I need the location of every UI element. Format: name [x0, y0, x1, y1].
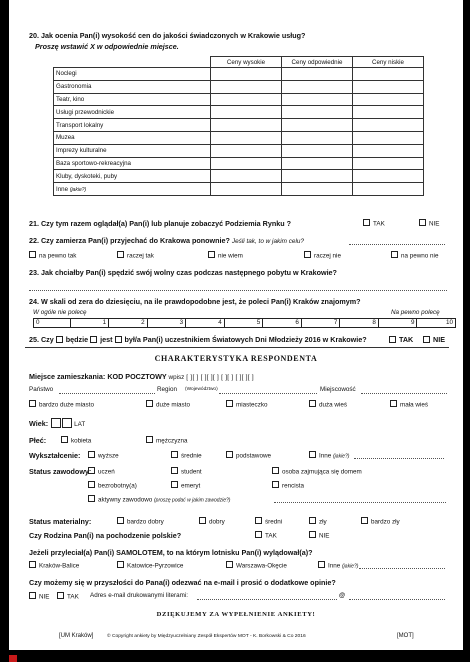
- q22-opt-label: na pewno tak: [39, 252, 77, 260]
- checkbox[interactable]: [272, 467, 279, 474]
- emp-label: osoba zajmująca się domem: [282, 468, 362, 476]
- cell[interactable]: [353, 144, 424, 157]
- cell[interactable]: [282, 157, 353, 170]
- cell[interactable]: [353, 170, 424, 183]
- plane-label: Jeżeli przyleciał(a) Pan(i) SAMOLOTEM, to na którym lotnisku Pan(i) wylądował(a)?: [29, 548, 313, 557]
- place-type-1[interactable]: [146, 400, 190, 409]
- origin-label: Czy Rodzina Pan(i) na pochodzenie polskie?: [29, 531, 182, 540]
- place-type-label: mała wieś: [400, 401, 428, 409]
- age-digit-2[interactable]: [62, 418, 72, 428]
- checkbox[interactable]: [304, 251, 311, 258]
- place-type-0[interactable]: [29, 400, 94, 409]
- airport-2[interactable]: [226, 561, 287, 570]
- q22-opt-4[interactable]: [391, 251, 438, 260]
- emp-label: bezrobotny(a): [98, 482, 137, 490]
- region-label: Region: [157, 386, 177, 393]
- cell[interactable]: [282, 68, 353, 81]
- cell[interactable]: [353, 93, 424, 106]
- checkbox[interactable]: [419, 219, 426, 226]
- q22-opt-label: na pewno nie: [401, 252, 439, 260]
- checkbox[interactable]: [199, 517, 206, 524]
- region-hint: (Województwo): [185, 387, 218, 392]
- q23-answer-line[interactable]: [29, 290, 447, 291]
- row-label: Gastronomia: [54, 80, 211, 93]
- origin-yes-label: TAK: [265, 532, 277, 540]
- q25-rest: był/a Pan(i) uczestnikiem Światowych Dni Młodzieży 2016 w Krakowie?: [124, 335, 367, 344]
- place-type-label: duża wieś: [319, 401, 348, 409]
- cell[interactable]: [211, 131, 282, 144]
- q21-yes-label: TAK: [373, 220, 385, 228]
- sex-option-label: mężczyzna: [156, 437, 188, 445]
- emp-2[interactable]: [272, 467, 362, 476]
- section-title: CHARAKTERYSTYKA RESPONDENTA: [154, 354, 318, 363]
- q22-opt-label: raczej tak: [127, 252, 154, 260]
- header-ok: Ceny odpowiednie: [282, 57, 353, 68]
- row-label: Transport lokalny: [54, 119, 211, 132]
- checkbox[interactable]: [318, 561, 325, 568]
- place-type-label: miasteczko: [236, 401, 268, 409]
- scale-cell[interactable]: 9: [378, 319, 417, 327]
- q25-yes-label: TAK: [399, 335, 414, 344]
- mat-2[interactable]: [255, 517, 282, 526]
- emp-6[interactable]: [88, 495, 230, 504]
- q20-title: 20. Jak ocenia Pan(i) wysokość cen do jakości świadczonych w Krakowie usług?: [29, 31, 306, 40]
- cell[interactable]: [211, 119, 282, 132]
- checkbox[interactable]: [361, 517, 368, 524]
- airport-1[interactable]: [117, 561, 183, 570]
- email-no[interactable]: [29, 592, 50, 601]
- table-row: [54, 157, 424, 170]
- checkbox[interactable]: [255, 517, 262, 524]
- checkbox[interactable]: [117, 517, 124, 524]
- place-type-2[interactable]: [226, 400, 268, 409]
- cell[interactable]: [353, 131, 424, 144]
- checkbox[interactable]: [309, 451, 316, 458]
- town-label: Miejscowość: [320, 386, 356, 393]
- table-row: [54, 80, 424, 93]
- other-hint: (jakie?): [69, 186, 87, 193]
- header-low: Ceny niskie: [353, 57, 424, 68]
- table-row: [54, 170, 424, 183]
- checkbox[interactable]: [88, 467, 95, 474]
- airport-3[interactable]: [318, 561, 358, 570]
- table-row: [54, 93, 424, 106]
- q22-opt-2[interactable]: [208, 251, 243, 260]
- row-label: Usługi przewodnickie: [54, 106, 211, 119]
- cell[interactable]: [211, 106, 282, 119]
- checkbox[interactable]: [117, 561, 124, 568]
- cell[interactable]: [211, 144, 282, 157]
- checkbox[interactable]: [255, 531, 262, 538]
- email-at: @: [339, 592, 346, 599]
- cell[interactable]: [211, 68, 282, 81]
- age-label: Wiek:: [29, 419, 49, 428]
- mat-0[interactable]: [117, 517, 164, 526]
- emp-label: uczeń: [98, 468, 115, 476]
- questionnaire-page: [9, 0, 463, 650]
- mat-1[interactable]: [199, 517, 225, 526]
- postal-hint: wpisz: [168, 374, 185, 381]
- q24-low-label: W ogóle nie polecę: [33, 309, 87, 316]
- origin-yes[interactable]: [255, 531, 277, 540]
- q21-no[interactable]: [419, 219, 440, 228]
- other-label: Inne: [56, 185, 69, 193]
- scale-cell[interactable]: 7: [301, 319, 340, 327]
- checkbox[interactable]: [171, 467, 178, 474]
- q25-opt3-checkbox[interactable]: [115, 336, 122, 343]
- q25-opt1-checkbox[interactable]: [56, 336, 63, 343]
- checkbox[interactable]: [363, 219, 370, 226]
- checkbox[interactable]: [226, 561, 233, 568]
- checkbox[interactable]: [146, 400, 153, 407]
- q21-text: 21. Czy tym razem oglądał(a) Pan(i) lub planuje zobaczyć Podziemia Rynku ?: [29, 219, 292, 228]
- education-label: Wykształcenie:: [29, 451, 81, 460]
- cell[interactable]: [353, 157, 424, 170]
- postal-label: KOD POCZTOWY: [107, 372, 167, 381]
- row-label: Baza sportowo-rekreacyjna: [54, 157, 211, 170]
- airport-label: Warszawa-Okęcie: [236, 562, 287, 570]
- mat-label: dobry: [209, 518, 225, 526]
- emp-label: rencista: [282, 482, 305, 490]
- header-high: Ceny wysokie: [211, 57, 282, 68]
- town-field[interactable]: [361, 393, 447, 394]
- checkbox[interactable]: [88, 495, 95, 502]
- origin-no-label: NIE: [319, 532, 330, 540]
- edu-3[interactable]: [309, 451, 349, 460]
- scale-cell[interactable]: 6: [262, 319, 301, 327]
- edu-label: średnie: [181, 452, 202, 460]
- q24-scale: [33, 318, 456, 328]
- mat-label: bardzo dobry: [127, 518, 164, 526]
- cell[interactable]: [211, 170, 282, 183]
- scale-cell[interactable]: 5: [224, 319, 263, 327]
- checkbox[interactable]: [272, 481, 279, 488]
- checkbox[interactable]: [389, 336, 396, 343]
- table-row: [54, 106, 424, 119]
- q22-text: [29, 236, 304, 245]
- postal-code-field[interactable]: [ ][ ] [ ][ ][ ] [ ][ ] [ ][ ][ ]: [186, 374, 254, 381]
- q25-no[interactable]: [423, 335, 445, 344]
- cell[interactable]: [353, 106, 424, 119]
- emp-1[interactable]: [171, 467, 202, 476]
- q25-text: [29, 335, 367, 344]
- row-label: Kluby, dyskoteki, puby: [54, 170, 211, 183]
- cell[interactable]: [353, 119, 424, 132]
- age-unit: LAT: [74, 421, 86, 428]
- sex-option-label: kobieta: [71, 437, 92, 445]
- email-prompt: Adres e-mail drukowanymi literami:: [90, 592, 188, 599]
- q22-opt-label: raczej nie: [314, 252, 341, 260]
- q22-answer-line[interactable]: [349, 244, 445, 245]
- footer-center: © Copyright ankiety by Międzyuczelniany Zespół Ekspertów MOT - K. Borkowski & Co 2016: [107, 634, 306, 639]
- edu-2[interactable]: [226, 451, 271, 460]
- email-user-field[interactable]: [197, 599, 337, 600]
- scale-cell[interactable]: 10: [416, 319, 455, 327]
- checkbox[interactable]: [226, 451, 233, 458]
- scale-cell[interactable]: 4: [185, 319, 224, 327]
- region-field[interactable]: [219, 393, 317, 394]
- mat-label: zły: [319, 518, 327, 526]
- cell[interactable]: [353, 80, 424, 93]
- checkbox[interactable]: [61, 436, 68, 443]
- q25-no-label: NIE: [433, 335, 445, 344]
- table-corner: [54, 57, 211, 68]
- cell[interactable]: [282, 131, 353, 144]
- checkbox[interactable]: [391, 251, 398, 258]
- scale-cell[interactable]: 1: [70, 319, 109, 327]
- edu-label: wyższe: [98, 452, 119, 460]
- table-row: [54, 183, 424, 196]
- checkbox[interactable]: [29, 592, 36, 599]
- q24-text: 24. W skali od zera do dziesięciu, na ile prawdopodobne jest, że poleci Pan(i) Kraków znajomym?: [29, 297, 361, 306]
- edu-label: podstawowe: [236, 452, 272, 460]
- divider: [25, 347, 449, 348]
- cell[interactable]: [282, 119, 353, 132]
- q25-opt2-checkbox[interactable]: [90, 336, 97, 343]
- cell[interactable]: [211, 80, 282, 93]
- emp-label: aktywny zawodowo: [98, 496, 153, 504]
- q22-opt-1[interactable]: [117, 251, 154, 260]
- airport-hint: (jakie?): [342, 563, 359, 570]
- q20-instruction: Proszę wstawić X w odpowiednie miejsce.: [35, 42, 179, 51]
- q24-high-label: Na pewno polecę: [391, 309, 440, 316]
- q25-opt1-label: będzie: [65, 335, 89, 344]
- email-domain-field[interactable]: [349, 599, 445, 600]
- q20-table: [53, 56, 424, 196]
- emp-3[interactable]: [88, 481, 137, 490]
- thanks-text: DZIĘKUJEMY ZA WYPEŁNIENIE ANKIETY!: [156, 611, 316, 618]
- row-label: Noclegi: [54, 68, 211, 81]
- checkbox[interactable]: [88, 481, 95, 488]
- emp-0[interactable]: [88, 467, 115, 476]
- q22-opt-label: nie wiem: [218, 252, 243, 260]
- sex-male[interactable]: [146, 436, 188, 445]
- emp-job-field[interactable]: [274, 502, 446, 503]
- edu-hint: (jakie?): [333, 453, 350, 460]
- airport-label: Kraków-Balice: [39, 562, 80, 570]
- cell[interactable]: [282, 144, 353, 157]
- q22-opt-0[interactable]: [29, 251, 76, 260]
- footer-right: [MOT]: [397, 633, 414, 639]
- origin-no[interactable]: [309, 531, 330, 540]
- checkbox[interactable]: [146, 436, 153, 443]
- mat-label: bardzo zły: [371, 518, 400, 526]
- scale-cell[interactable]: 2: [108, 319, 147, 327]
- emp-hint: (proszę podać w jakim zawodzie?): [154, 497, 231, 504]
- table-row: [54, 119, 424, 132]
- sex-female[interactable]: [61, 436, 91, 445]
- mat-4[interactable]: [361, 517, 400, 526]
- checkbox[interactable]: [88, 451, 95, 458]
- checkbox[interactable]: [117, 251, 124, 258]
- airport-label: Katowice-Pyrzowice: [127, 562, 184, 570]
- table-row: [54, 131, 424, 144]
- q22-hint: Jeśli tak, to w jakim celu?: [231, 238, 305, 245]
- footer-left: [UM Kraków]: [59, 633, 94, 639]
- cell[interactable]: [211, 93, 282, 106]
- edu-0[interactable]: [88, 451, 119, 460]
- q21-yes[interactable]: [363, 219, 385, 228]
- cell[interactable]: [211, 157, 282, 170]
- cell[interactable]: [282, 170, 353, 183]
- table-row: [54, 68, 424, 81]
- checkbox[interactable]: [309, 531, 316, 538]
- material-label: Status materialny:: [29, 517, 92, 526]
- checkbox[interactable]: [423, 336, 430, 343]
- emp-label: emeryt: [181, 482, 201, 490]
- cell[interactable]: [353, 183, 424, 196]
- edu-label: Inne: [319, 452, 332, 460]
- checkbox[interactable]: [309, 517, 316, 524]
- row-label: Muzea: [54, 131, 211, 144]
- cell[interactable]: [353, 68, 424, 81]
- checkbox[interactable]: [171, 481, 178, 488]
- row-label-other[interactable]: [54, 183, 211, 196]
- sex-label: Płeć:: [29, 436, 47, 445]
- employment-label: Status zawodowy:: [29, 467, 92, 476]
- age-row: [29, 418, 85, 428]
- emp-5[interactable]: [272, 481, 304, 490]
- place-type-4[interactable]: [390, 400, 428, 409]
- cell[interactable]: [211, 183, 282, 196]
- mat-label: średni: [265, 518, 283, 526]
- place-type-label: bardzo duże miasto: [39, 401, 94, 409]
- cell[interactable]: [282, 183, 353, 196]
- checkbox[interactable]: [29, 400, 36, 407]
- row-label: Teatr, kino: [54, 93, 211, 106]
- checkbox[interactable]: [208, 251, 215, 258]
- checkbox[interactable]: [171, 451, 178, 458]
- mat-3[interactable]: [309, 517, 327, 526]
- emp-label: student: [181, 468, 202, 476]
- checkbox[interactable]: [309, 400, 316, 407]
- scale-cell[interactable]: 3: [147, 319, 186, 327]
- country-field[interactable]: [59, 393, 155, 394]
- airport-label: Inne: [328, 562, 341, 570]
- q22-question: 22. Czy zamierza Pan(i) przyjechać do Krakowa ponownie?: [29, 236, 230, 245]
- checkbox[interactable]: [226, 400, 233, 407]
- q21-no-label: NIE: [429, 220, 440, 228]
- place-type-label: duże miasto: [156, 401, 190, 409]
- airport-other-field[interactable]: [359, 568, 445, 569]
- email-question: Czy możemy się w przyszłości do Pana(i) odezwać na e-mail i prosić o dodatkowe opinie?: [29, 578, 336, 587]
- scale-cell[interactable]: 0: [36, 319, 40, 326]
- q25-yes[interactable]: [389, 335, 413, 344]
- cell[interactable]: [282, 106, 353, 119]
- q22-opt-3[interactable]: [304, 251, 341, 260]
- airport-0[interactable]: [29, 561, 79, 570]
- email-yes-label: TAK: [67, 593, 79, 601]
- emp-4[interactable]: [171, 481, 200, 490]
- row-label: Imprezy kulturalne: [54, 144, 211, 157]
- age-digit-1[interactable]: [51, 418, 61, 428]
- checkbox[interactable]: [57, 592, 64, 599]
- residence-row: [29, 372, 254, 381]
- cell[interactable]: [282, 80, 353, 93]
- q23-text: 23. Jak chciałby Pan(i) spędzić swój wolny czas podczas następnego pobytu w Krakowie?: [29, 268, 337, 277]
- email-yes[interactable]: [57, 592, 79, 601]
- country-label: Państwo: [29, 386, 54, 393]
- cell[interactable]: [282, 93, 353, 106]
- edu-other-field[interactable]: [354, 458, 444, 459]
- table-row: [54, 144, 424, 157]
- checkbox[interactable]: [390, 400, 397, 407]
- q25-prefix: 25. Czy: [29, 335, 54, 344]
- edu-1[interactable]: [171, 451, 202, 460]
- residence-label: Miejsce zamieszkania:: [29, 372, 106, 381]
- scale-cell[interactable]: 8: [339, 319, 378, 327]
- q25-opt2-label: jest: [100, 335, 113, 344]
- place-type-3[interactable]: [309, 400, 347, 409]
- email-no-label: NIE: [39, 593, 50, 601]
- checkbox[interactable]: [29, 251, 36, 258]
- checkbox[interactable]: [29, 561, 36, 568]
- taskbar-accent: [9, 655, 17, 662]
